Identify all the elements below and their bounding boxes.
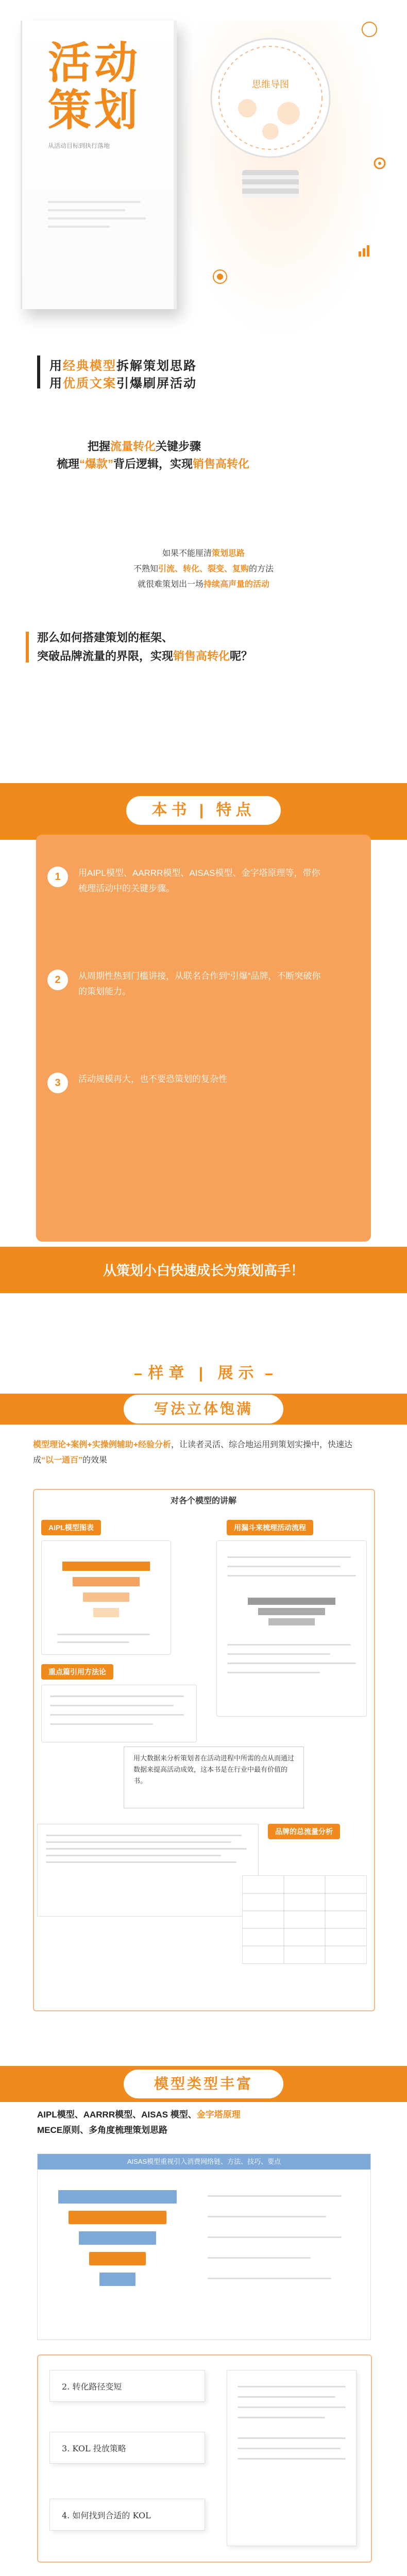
table-grid <box>243 1876 366 1963</box>
text-line <box>208 2278 331 2279</box>
chart-tag: 品牌的总流量分析 <box>268 1824 340 1839</box>
text-line <box>50 1696 184 1697</box>
funnel-level <box>99 2273 135 2286</box>
case-page <box>41 1685 197 1742</box>
sample-para-bold: 模型理论+案例+实操例辅助+经验分析 <box>33 1440 172 1449</box>
model-text-highlight: 金字塔原理 <box>196 2110 241 2120</box>
hero-section <box>0 0 407 701</box>
quote-card: 用大数据来分析策划者在活动进程中所需的点从而通过数据来提高活动成效，这本书是在行业中最有价值的书。 <box>124 1747 304 1808</box>
chart-icon <box>355 242 373 260</box>
feature-item <box>47 1072 326 1087</box>
feature-item <box>47 866 326 896</box>
text-line <box>238 2448 341 2449</box>
text-line <box>46 1861 236 1863</box>
case-method-tag: 重点篇引用方法论 <box>41 1664 113 1680</box>
funnel-level <box>79 2231 156 2245</box>
text-line <box>208 2216 326 2217</box>
lightbulb-icon <box>206 31 335 185</box>
lightbulb-base <box>242 170 299 198</box>
funnel-level <box>62 1562 150 1571</box>
chapter-2: 2. 转化路径变短 <box>62 2382 122 2392</box>
why-line-2-highlight: 引流、转化、裂变、复购 <box>158 565 249 573</box>
book-text-lines <box>48 201 151 234</box>
funnel-level <box>258 1608 325 1615</box>
text-line <box>238 2458 346 2460</box>
ask-line-2 <box>0 647 407 666</box>
sample-subtitle: 写法立体饱满 <box>124 1395 283 1423</box>
why-line-1-highlight: 策划思路 <box>212 549 245 558</box>
feature-text: 活动规模再大，也不要恐策划的复杂性 <box>78 1074 227 1084</box>
model-text-2: MECE原则、多角度梳理策划思路 <box>37 2125 168 2135</box>
why-line-2-pre: 不熟知 <box>133 565 158 573</box>
ask-line-2-highlight: 销售高转化 <box>173 650 230 663</box>
why-line-1-pre: 如果不能厘清 <box>162 549 212 558</box>
title-dash <box>265 1374 273 1375</box>
funnel-level <box>248 1598 335 1605</box>
why-line-1 <box>0 546 407 562</box>
text-line <box>208 2236 342 2238</box>
aipl-chart <box>41 1540 171 1655</box>
text-line <box>238 2386 346 2387</box>
text-line <box>57 1634 150 1635</box>
hero-line-2-post: 引爆刷屏活动 <box>116 377 197 391</box>
hero-line-2 <box>49 373 197 391</box>
funnel-level <box>83 1592 129 1602</box>
text-line <box>238 2437 346 2439</box>
hero-line-3-pre: 把握 <box>88 440 111 453</box>
sample-para-text: ，让读者灵活、综合地运用到策划实操中，快速达成 <box>33 1440 353 1465</box>
hero-line-2-pre: 用 <box>49 377 63 391</box>
text-line <box>227 1556 351 1558</box>
text-line <box>227 1672 320 1673</box>
book-subtitle: 从活动目标到执行落地 <box>48 142 110 149</box>
text-line <box>227 1566 341 1567</box>
target-icon <box>211 268 229 285</box>
aipl-tag: AIPL模型图表 <box>41 1520 101 1535</box>
sample-para-highlight: “以一通百” <box>41 1456 83 1465</box>
ask-line-2-post: 呢？ <box>230 650 253 663</box>
funnel-level <box>268 1618 315 1625</box>
gear-icon <box>371 155 388 172</box>
ask-block <box>0 629 407 666</box>
feature-item <box>47 969 326 999</box>
text-line <box>227 1653 330 1655</box>
hero-line-1-pre: 用 <box>49 359 63 373</box>
sample-title-text: 样章 | 展示 <box>148 1365 259 1382</box>
hero-bar-1 <box>37 355 40 388</box>
book-title: 活动 策划 <box>48 37 141 135</box>
why-line-3 <box>0 577 407 592</box>
book-cover <box>21 21 177 309</box>
svg-text:思维导图: 思维导图 <box>252 79 289 90</box>
funnel-page <box>216 1540 367 1717</box>
text-line <box>227 1644 351 1646</box>
model-text-1: AIPL模型、AARRR模型、AISAS 模型、 <box>37 2110 197 2120</box>
hero-line-1-post: 拆解策划思路 <box>116 359 197 373</box>
text-line <box>238 2396 335 2398</box>
model-tag: 对各个模型的讲解 <box>170 1497 236 1505</box>
sample-paragraph <box>33 1437 373 1468</box>
feature-number-icon: 1 <box>47 867 68 887</box>
text-line <box>238 2406 346 2408</box>
hero-line-4-pre: 梳理 <box>57 457 80 470</box>
text-line <box>57 1641 129 1643</box>
sample-para-end: 的效果 <box>82 1456 108 1465</box>
book-page-shot <box>227 2370 357 2546</box>
text-line <box>46 1855 221 1856</box>
text-line <box>50 1723 153 1725</box>
ask-line-1: 那么如何搭建策划的框架、 <box>37 631 174 644</box>
text-line <box>50 1714 184 1716</box>
title-dash <box>134 1374 142 1375</box>
funnel-level <box>93 1608 119 1617</box>
why-block <box>0 546 407 592</box>
text-page <box>37 1824 259 1917</box>
traffic-table <box>242 1875 367 1964</box>
hero-line-4 <box>57 455 249 471</box>
hero-line-3-highlight: 流量转化 <box>110 440 156 453</box>
why-line-2 <box>0 562 407 577</box>
why-line-3-highlight: 持续高声量的活动 <box>204 580 270 589</box>
feature-text: 用AIPL模型、AARRR模型、AISAS模型、金字塔原理等，带你梳理活动中的关键步骤。 <box>78 868 320 893</box>
text-line <box>50 1705 174 1706</box>
aisas-table <box>37 2154 371 2340</box>
why-line-3-pre: 就很难策划出一场 <box>137 580 204 589</box>
model-text <box>37 2107 372 2138</box>
model-title: 模型类型丰富 <box>124 2070 283 2098</box>
sparkle-icon <box>361 21 378 38</box>
hero-line-2-highlight: 优质文案 <box>63 377 116 391</box>
feature-text: 从周期性热到门槛讲接，从联名合作到“引爆”品牌，不断突破你的策划能力。 <box>78 971 321 996</box>
ask-line-2-pre: 突破品牌流量的界限，实现 <box>37 650 174 663</box>
hero-line-3-post: 关键步骤 <box>156 440 201 453</box>
feature-number-icon: 2 <box>47 970 68 990</box>
hero-line-4-highlight: “爆款” <box>79 457 114 470</box>
text-line <box>227 1575 356 1577</box>
text-line <box>46 1841 231 1843</box>
funnel-level <box>89 2252 146 2265</box>
hero-line-1 <box>49 355 197 374</box>
features-title: 本书 | 特点 <box>126 796 281 825</box>
aisas-table-title: AISAS模型重视引入消费网络链、方法、技巧、要点 <box>38 2154 370 2170</box>
features-slogan: 从策划小白快速成长为策划高手！ <box>103 1263 304 1278</box>
hero-line-4-mid: 背后逻辑，实现 <box>113 457 193 470</box>
text-line <box>208 2195 342 2197</box>
feature-number-icon: 3 <box>47 1073 68 1093</box>
hero-line-1-highlight: 经典模型 <box>63 359 116 373</box>
text-line <box>227 1663 356 1664</box>
funnel-level <box>58 2190 177 2204</box>
funnel-tag: 用漏斗来梳理活动流程 <box>227 1520 313 1535</box>
text-line <box>238 2417 325 2418</box>
chapter-3: 3. KOL 投放策略 <box>62 2444 126 2453</box>
funnel-level <box>73 1577 140 1586</box>
sample-section-title <box>0 1360 407 1383</box>
text-line <box>46 1835 242 1836</box>
chapter-4: 4. 如何找到合适的 KOL <box>62 2511 151 2520</box>
funnel-level <box>69 2211 166 2224</box>
text-line <box>46 1848 247 1850</box>
hero-line-3 <box>88 438 201 454</box>
hero-line-4-highlight-2: 销售高转化 <box>193 457 250 470</box>
text-line <box>208 2257 311 2259</box>
why-line-2-post: 的方法 <box>249 565 274 573</box>
